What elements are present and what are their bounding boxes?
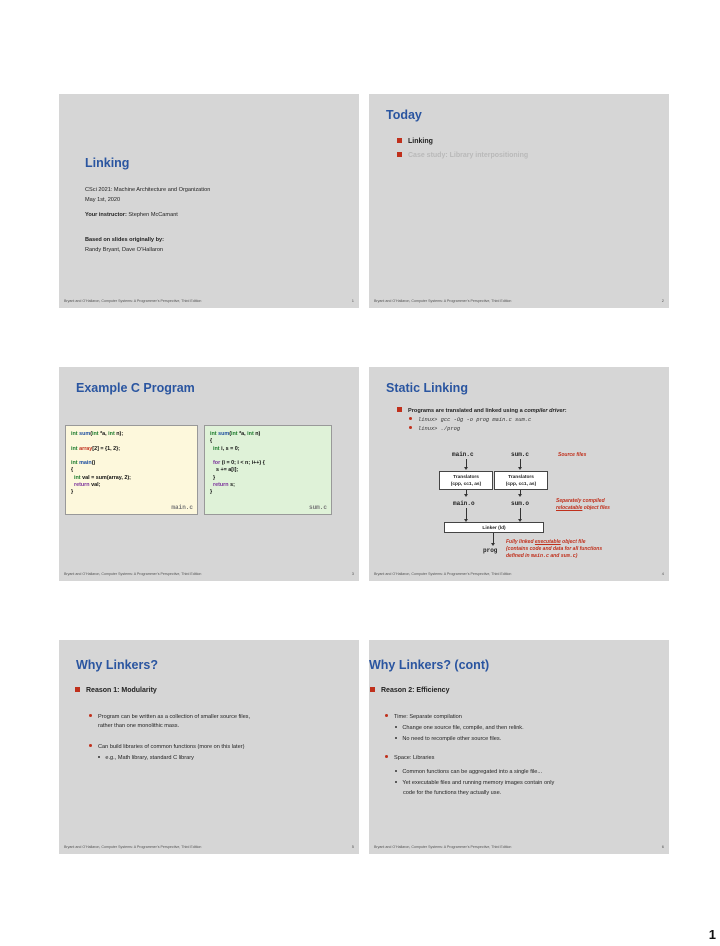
efficiency-time-sub-1: Change one source file, compile, and then relink. [395, 725, 524, 731]
slide-1-title [59, 94, 359, 308]
efficiency-time: Time: Separate compilation [385, 714, 462, 720]
slide-title: Why Linkers? [76, 658, 158, 672]
instructor-label: Your instructor: [85, 212, 127, 218]
source-sum-c: sum.c [511, 451, 530, 458]
bullet-dot-icon [409, 417, 412, 420]
slide-number: 6 [661, 844, 664, 849]
bullet-small-dot-icon [395, 726, 397, 728]
slide-title: Example C Program [76, 381, 195, 395]
slide-footer: Bryant and O’Hallaron, Computer Systems: A Programmer’s Perspective, Third Edition [64, 299, 202, 303]
bullet-small-dot-icon [395, 737, 397, 739]
source-files-label: Source files [558, 452, 587, 458]
sum-c-filename: sum.c [308, 503, 327, 511]
object-sum-o: sum.o [511, 500, 530, 507]
slide-5-why-linkers [59, 640, 359, 854]
bullet-square-icon [370, 687, 375, 692]
efficiency-space-sub-2-cont: code for the functions they actually use. [403, 790, 502, 796]
slide-number: 1 [351, 298, 354, 303]
executable-label: Fully linked executable object file (contains code and data for all functions defined in main.c and sum.c) [506, 539, 603, 559]
instructor-line [85, 212, 178, 218]
efficiency-space: Space: Libraries [385, 755, 434, 761]
bullet-square-icon [397, 138, 402, 143]
bullet-dot-icon [89, 714, 92, 717]
arrow-shaft [520, 508, 521, 519]
modularity-point-1-cont: rather than one monolithic mass. [98, 723, 180, 729]
executable-prog: prog [483, 547, 498, 554]
arrow-down-icon [464, 467, 468, 470]
course-name: CSci 2021: Machine Architecture and Organization [85, 187, 211, 193]
modularity-point-1: Program can be written as a collection of smaller source files, [89, 714, 250, 720]
source-main-c: main.c [452, 451, 474, 458]
slide-footer: Bryant and O’Hallaron, Computer Systems: A Programmer’s Perspective, Third Edition [64, 572, 202, 576]
bullet-small-dot-icon [395, 781, 397, 783]
command-run: linux> ./prog [409, 426, 460, 432]
efficiency-space-sub-2: Yet executable files and running memory images contain only [395, 780, 554, 786]
agenda-item-linking: Linking [397, 138, 433, 145]
reason-modularity: Reason 1: Modularity [75, 687, 157, 694]
bullet-square-icon [75, 687, 80, 692]
slide-2-today [369, 94, 669, 308]
lecture-date: May 1st, 2020 [85, 197, 121, 203]
compiler-driver-intro: Programs are translated and linked using a compiler driver: [397, 407, 567, 414]
reason-efficiency: Reason 2: Efficiency [370, 687, 449, 694]
slide-number: 3 [351, 571, 354, 576]
efficiency-space-sub-1: Common functions can be aggregated into a single file... [395, 769, 542, 775]
main-c-code-box: int sum(int *a, int n); int array[2] = {1, 2}; int main() { int val = sum(array, 2); return val; } main.c [65, 425, 198, 515]
translators-box-sum: Translators (cpp, cc1, as) [494, 471, 548, 490]
arrow-down-icon [518, 494, 522, 497]
bullet-dot-icon [385, 714, 388, 717]
slide-title: Why Linkers? (cont) [369, 658, 490, 672]
bullet-square-icon [397, 407, 402, 412]
slide-number: 5 [351, 844, 354, 849]
arrow-shaft [466, 508, 467, 519]
agenda-item-case-study: Case study: Library interpositioning [397, 152, 528, 159]
slide-number: 4 [661, 571, 664, 576]
arrow-down-icon [491, 543, 495, 546]
slide-1-heading: Linking [85, 156, 130, 170]
slide-footer: Bryant and O’Hallaron, Computer Systems: A Programmer’s Perspective, Third Edition [374, 845, 512, 849]
command-compile: linux> gcc -Og -o prog main.c sum.c [409, 417, 531, 423]
main-c-filename: main.c [171, 503, 193, 511]
object-main-o: main.o [453, 500, 475, 507]
slide-footer: Bryant and O’Hallaron, Computer Systems: A Programmer’s Perspective, Third Edition [374, 299, 512, 303]
slide-4-static-linking [369, 367, 669, 581]
efficiency-time-sub-2: No need to recompile other source files. [395, 736, 501, 742]
translators-box-main: Translators (cpp, cc1, as) [439, 471, 493, 490]
slide-footer: Bryant and O’Hallaron, Computer Systems: A Programmer’s Perspective, Third Edition [64, 845, 202, 849]
based-on-label: Based on slides originally by: [85, 237, 164, 243]
bullet-small-dot-icon [98, 756, 100, 758]
object-files-label: Separately compiled relocatable object files [556, 498, 610, 511]
original-authors: Randy Bryant, Dave O’Hallaron [85, 247, 164, 253]
slide-footer: Bryant and O’Hallaron, Computer Systems: A Programmer’s Perspective, Third Edition [374, 572, 512, 576]
slide-6-why-linkers-cont [369, 640, 669, 854]
modularity-subpoint: e.g., Math library, standard C library [98, 755, 194, 761]
arrow-down-icon [518, 467, 522, 470]
bullet-square-icon [397, 152, 402, 157]
instructor-name: Stephen McCamant [128, 212, 178, 218]
slide-number: 2 [661, 298, 664, 303]
bullet-small-dot-icon [395, 770, 397, 772]
slide-title: Today [386, 108, 422, 122]
sum-c-code-box: int sum(int *a, int n) { int i, s = 0; for (i = 0; i < n; i++) { s += a[i]; } return s; } sum.c [204, 425, 332, 515]
modularity-point-2: Can build libraries of common functions (more on this later) [89, 744, 244, 750]
page-number: 1 [708, 927, 716, 942]
bullet-dot-icon [409, 426, 412, 429]
slide-title: Static Linking [386, 381, 468, 395]
linker-box: Linker (ld) [444, 522, 544, 533]
bullet-dot-icon [385, 755, 388, 758]
bullet-dot-icon [89, 744, 92, 747]
arrow-down-icon [464, 494, 468, 497]
slide-3-example-program [59, 367, 359, 581]
